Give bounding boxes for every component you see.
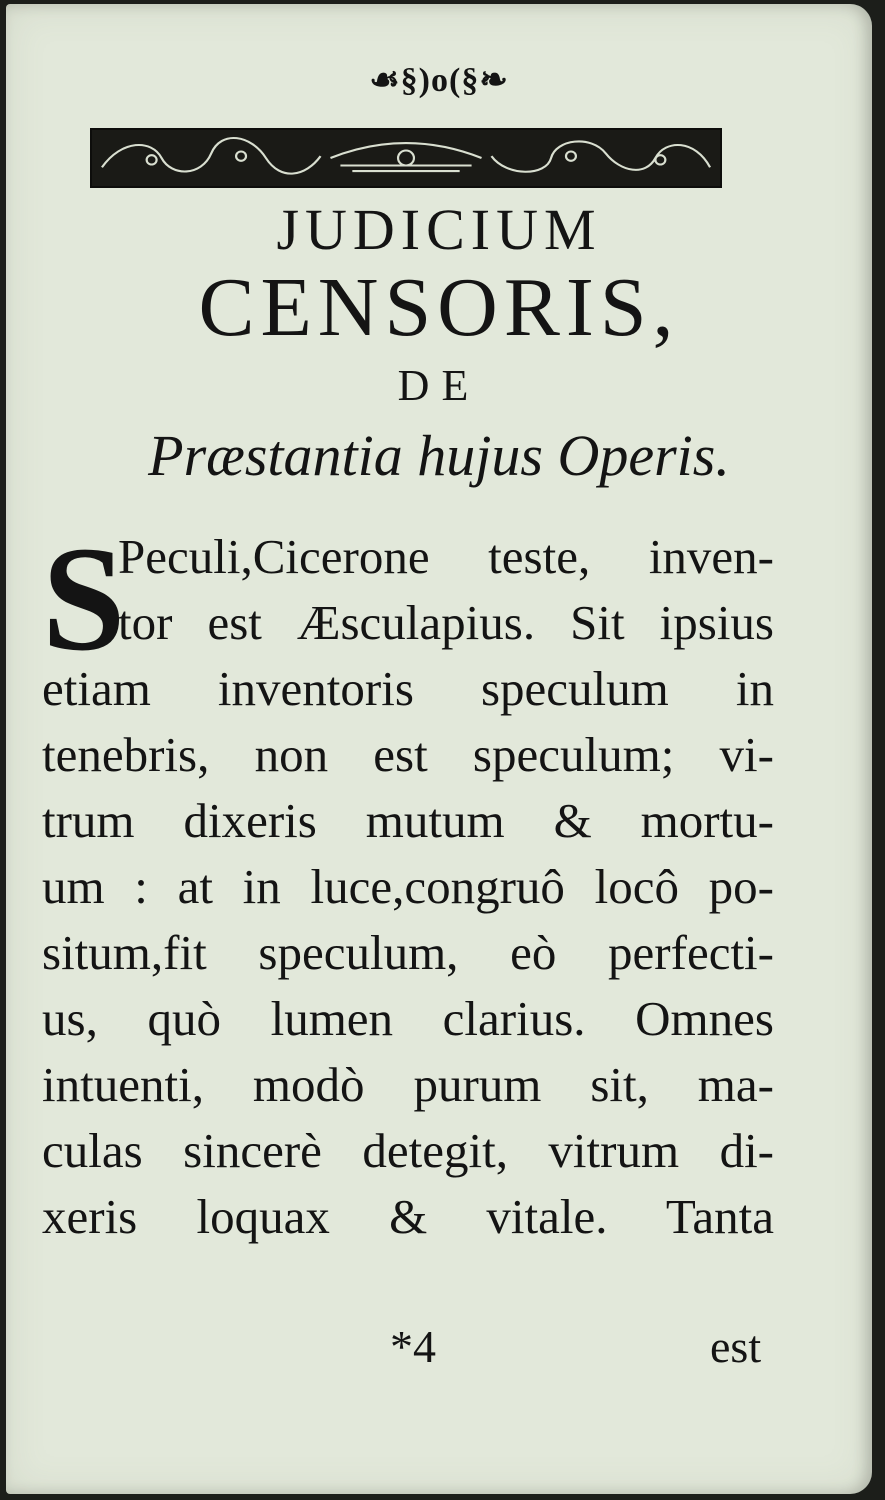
catchword: est bbox=[710, 1321, 762, 1372]
title-de: DE bbox=[397, 361, 481, 410]
text-line: intuenti, modò purum sit, ma- bbox=[42, 1057, 774, 1112]
book-page bbox=[6, 4, 872, 1494]
title-censoris: CENSORIS, bbox=[198, 261, 680, 354]
text-line: tenebris, non est speculum; vi- bbox=[42, 727, 774, 782]
text-line: us, quò lumen clarius. Omnes bbox=[42, 991, 774, 1046]
text-line: Peculi,Cicerone teste, inven- bbox=[118, 529, 774, 584]
text-line: culas sincerè detegit, vitrum di- bbox=[42, 1123, 774, 1178]
text-line: etiam inventoris speculum in bbox=[42, 661, 774, 716]
text-line: um : at in luce,congruô locô po- bbox=[42, 859, 774, 914]
title-praestantia: Præstantia hujus Operis. bbox=[148, 423, 730, 488]
drop-cap-letter: S bbox=[42, 516, 126, 682]
scroll-ornament-icon bbox=[92, 130, 720, 186]
text-line: situm,fit speculum, eò perfecti- bbox=[42, 925, 774, 980]
decorative-headpiece-band bbox=[90, 128, 722, 188]
signature-mark: *4 bbox=[390, 1321, 436, 1372]
text-line: xeris loquax & vitale. Tanta bbox=[42, 1189, 774, 1244]
top-ornament: ☙§)o(§❧ bbox=[369, 62, 509, 99]
text-line: trum dixeris mutum & mortu- bbox=[42, 793, 774, 848]
text-line: tor est Æsculapius. Sit ipsius bbox=[118, 595, 774, 650]
title-judicium: JUDICIUM bbox=[276, 197, 602, 262]
